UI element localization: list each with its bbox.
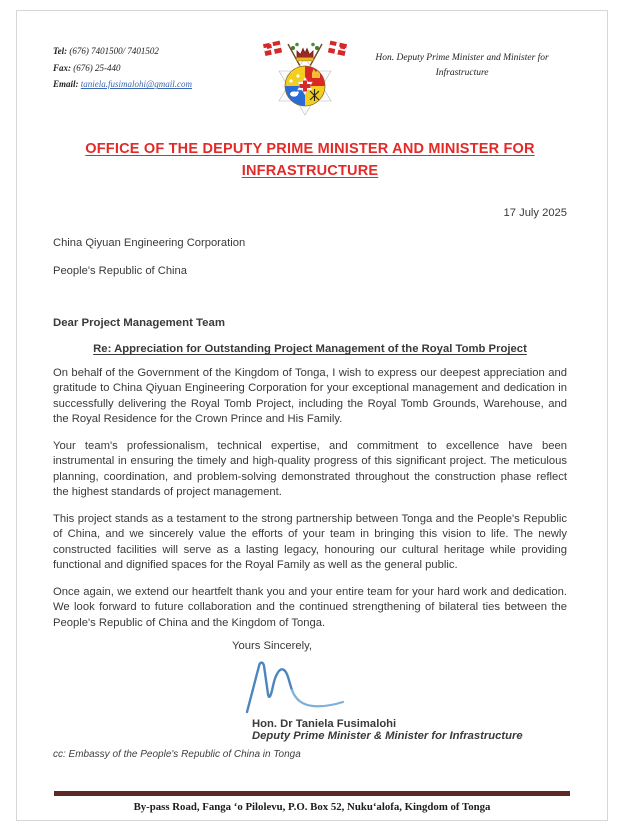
cc-line: cc: Embassy of the People's Republic of China in Tonga (53, 748, 301, 760)
recipient-line-2: People's Republic of China (53, 264, 187, 277)
body-paragraph-2: Your team's professionalism, technical expertise, and commitment to excellence have been instrumental in ensuring the timely and high-quality progress of this significant project. The meticulous planning, coordination, and problem-solving demonstrated throughout the construction phase reflect the highest standards of project management. (53, 439, 567, 499)
contact-block (53, 35, 253, 93)
signatory-title: Deputy Prime Minister & Minister for Infrastructure (252, 729, 523, 742)
tel-label: Tel: (53, 46, 68, 56)
body-paragraph-3: This project stands as a testament to the strong partnership between Tonga and the People's Republic of China, and we sincerely value the efforts of your team in bringing this vision to life. The newly constructed facilities will serve as a lasting legacy, honouring our cultural heritage while providing functional and dignified spaces for the Royal Family as well as the general public. (53, 512, 567, 572)
email-link[interactable]: taniela.fusimalohi@gmail.com (80, 79, 193, 90)
body-paragraph-4: Once again, we extend our heartfelt thank you and your entire team for your hard work and dedication. We look forward to future collaboration and the continued strengthening of bilateral ties between the People's Republic of China and the Kingdom of Tonga. (53, 585, 567, 629)
footer-divider-bar (54, 791, 570, 796)
email-label: Email: (53, 79, 79, 90)
footer-address: By-pass Road, Fanga ‘o Pilolevu, P.O. Box 52, Nuku‘alofa, Kingdom of Tonga (133, 801, 491, 813)
letter-page (16, 10, 608, 821)
salutation: Dear Project Management Team (53, 316, 225, 329)
letter-content (17, 11, 607, 760)
letter-footer (17, 791, 607, 813)
fax-value: (676) 25-440 (73, 62, 121, 73)
signature-icon (239, 658, 349, 716)
subject-line: Re: Appreciation for Outstanding Project Management of the Royal Tomb Project (93, 342, 527, 355)
letterhead (53, 35, 567, 122)
letter-date: 17 July 2025 (503, 206, 567, 219)
tonga-coat-of-arms-icon (253, 37, 357, 122)
tel-line (53, 43, 253, 60)
valediction: Yours Sincerely, (232, 639, 313, 652)
office-title: OFFICE OF THE DEPUTY PRIME MINISTER AND MINISTER FOR INFRASTRUCTURE (85, 141, 535, 180)
closing-block (231, 640, 567, 742)
tel-value: (676) 7401500/ 7401502 (69, 46, 159, 56)
email-line (53, 76, 253, 93)
signatory-name: Hon. Dr Taniela Fusimalohi (252, 717, 397, 730)
coat-of-arms-svg (253, 37, 357, 117)
body-paragraph-1: On behalf of the Government of the Kingdom of Tonga, I wish to express our deepest appreciation and gratitude to China Qiyuan Engineering Corporation for your exceptional management and dedication in successfully delivering the Royal Tomb Project, including the Royal Tomb Grounds, Warehouse, and the Royal Residence for the Crown Prince and His Family. (53, 366, 567, 426)
recipient-line-1: China Qiyuan Engineering Corporation (53, 236, 246, 249)
fax-line (53, 60, 253, 77)
minister-title: Hon. Deputy Prime Minister and Minister for Infrastructure (375, 53, 549, 79)
fax-label: Fax: (53, 62, 71, 73)
